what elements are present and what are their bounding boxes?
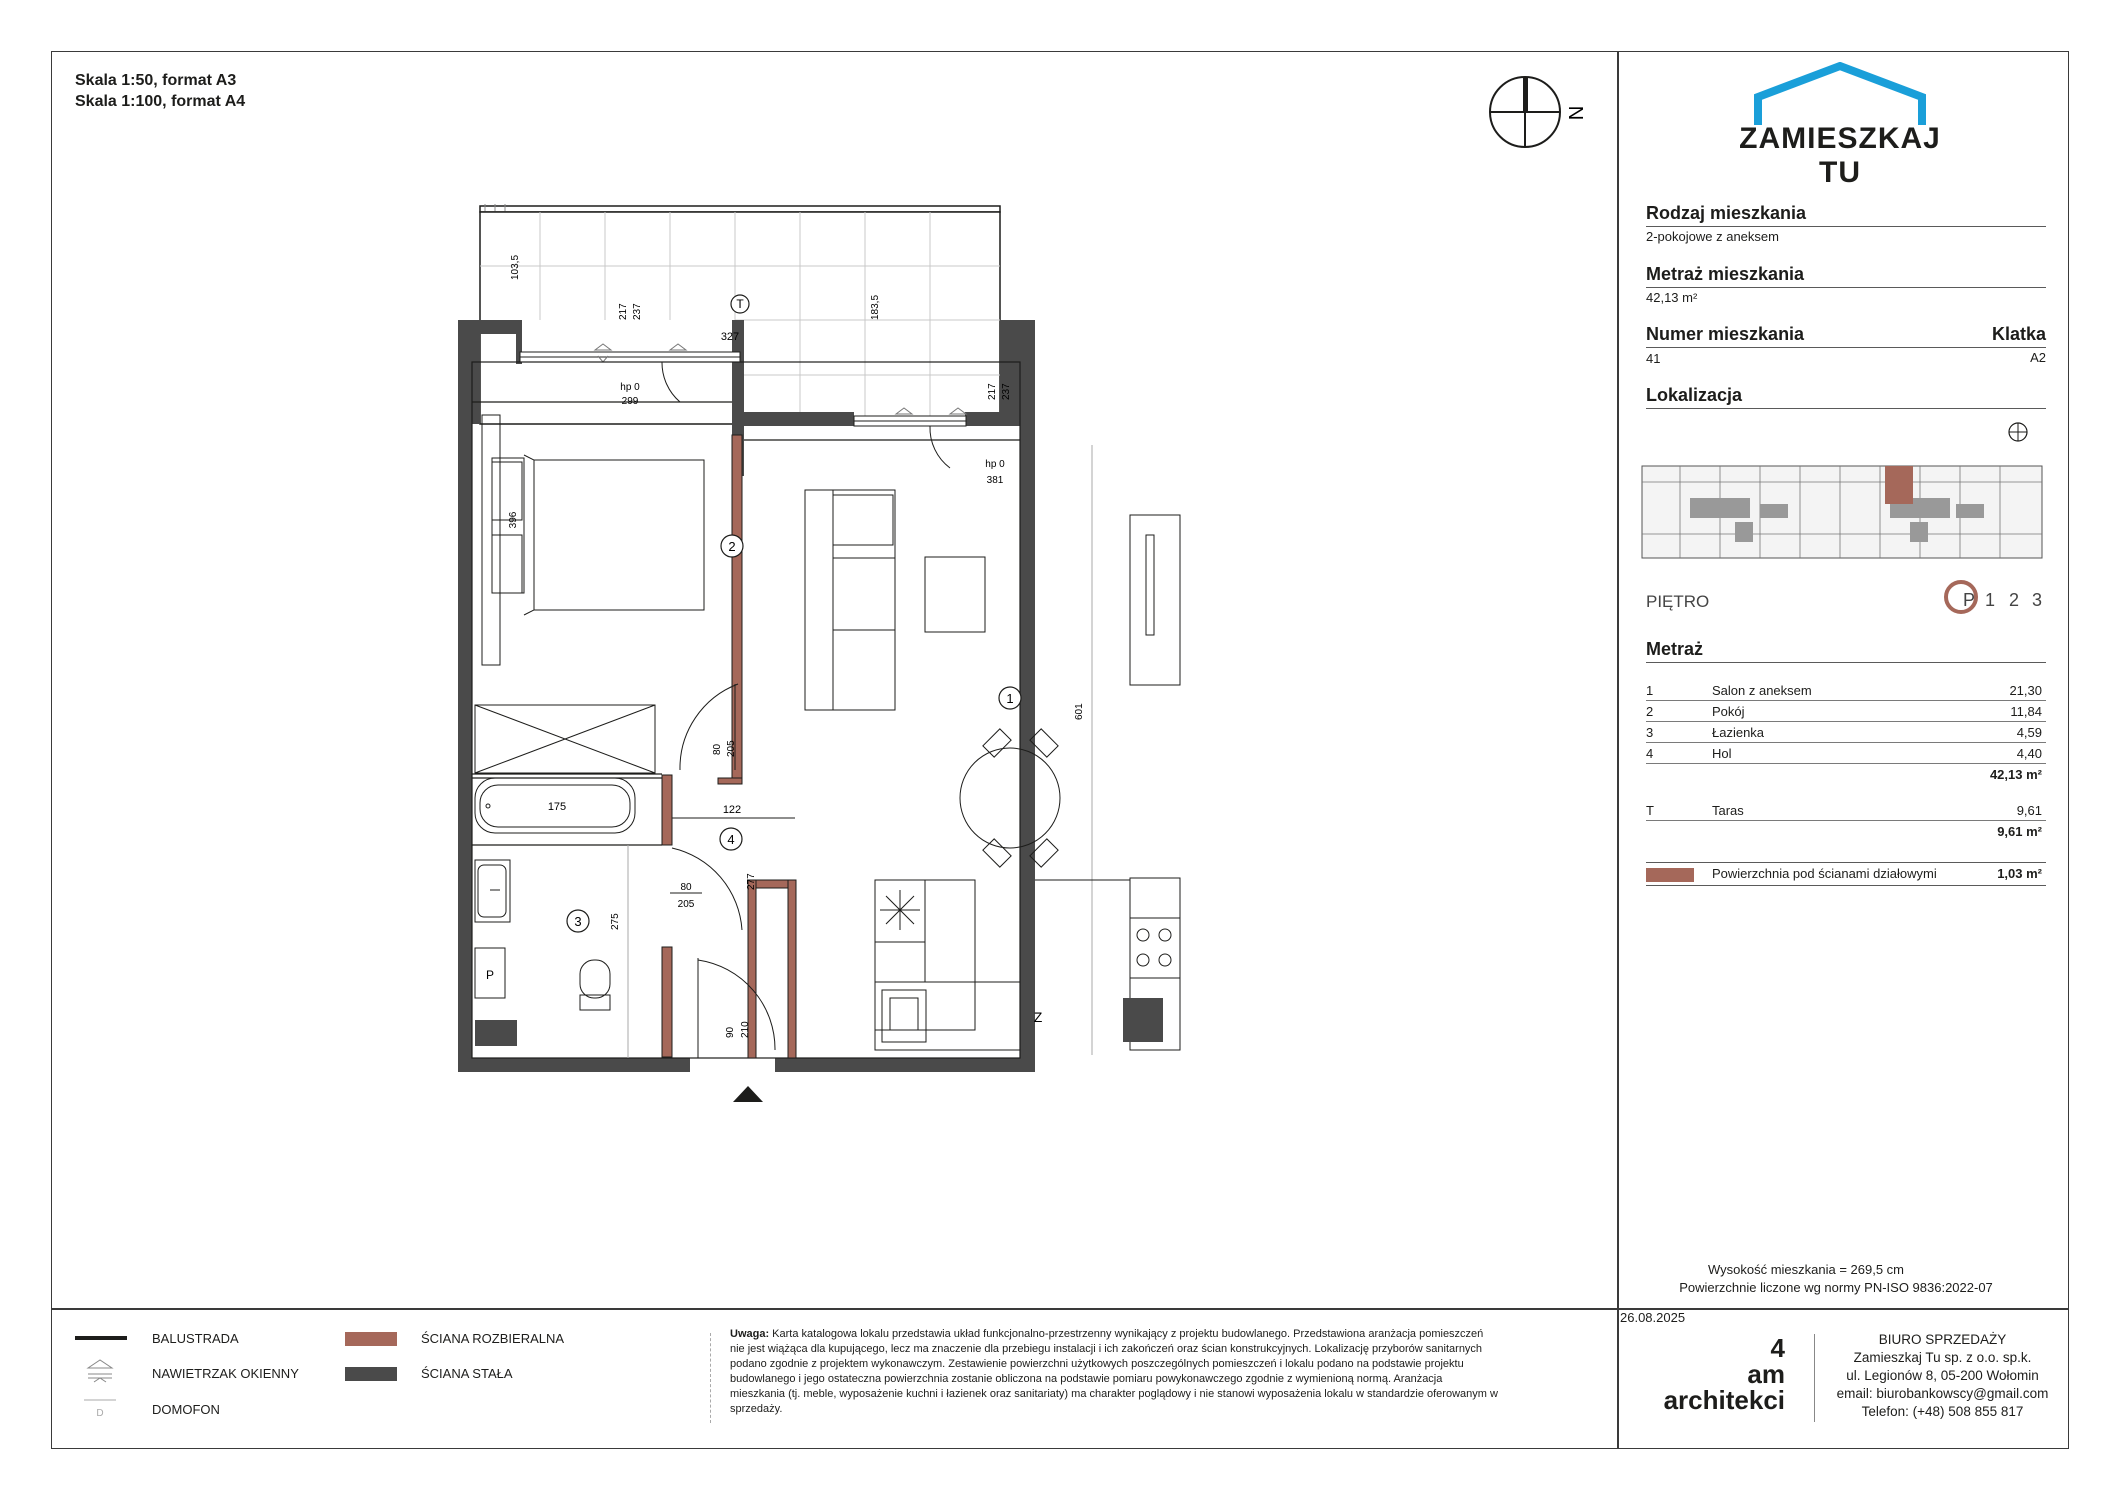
dim-237b: 237 (1001, 383, 1012, 400)
dim-205b: 205 (677, 899, 695, 910)
dim-175: 175 (547, 801, 567, 813)
location-map (1640, 462, 2045, 562)
bed (482, 415, 704, 665)
legend-separator (710, 1333, 712, 1423)
dim-205a: 205 (726, 740, 737, 757)
legend-domofon: DOMOFON (152, 1402, 220, 1417)
north-compass-icon (1480, 70, 1590, 160)
floor-p[interactable]: P (1963, 590, 1976, 610)
shaft-2 (1123, 998, 1163, 1042)
disclaimer: Uwaga: Karta katalogowa lokalu przedstawia układ funkcjonalno-przestrzenny wynikający z projektu budowlanego. Przedstawiona aranżacja pomieszczeń nie jest wiążąca dla kupującego, lecz ma znaczenie dla przebiegu instalacji i ich zakończeń oraz ścian konstrukcyjnych. Lokalizację przyborów sanitarnych podano zgodnie z projektem wykonawczym. Zestawienie powierzchni użytkowych poszczególnych pomieszczeń i lokalu podano na podstawie projektu budowlanego i jego ostateczna powierzchnia zostanie obliczona na podstawie pomiaru powykonawczego zgodnie z wymienioną normą. Aranżacja mieszkania (tj. meble, wyposażenie kuchni i łazienek oraz sanitariaty) ma charakter poglądowy i nie stanowi wyposażenia lokalu w standardzie oferowanym w sprzedaży. (730, 1328, 1498, 1415)
panel-divider (1617, 51, 1619, 1449)
dim-299: 299 (621, 396, 639, 407)
stair-value: A2 (2030, 350, 2046, 365)
coffee-table (925, 557, 985, 632)
stair-label: Klatka (1991, 324, 2046, 344)
room-label-bathroom: 3 (574, 914, 582, 929)
walls-label: Powierzchnia pod ścianami działowymi (1712, 866, 1937, 881)
sofa (805, 490, 895, 710)
dim-103-5: 103,5 (510, 254, 521, 280)
walls-swatch (1646, 868, 1694, 882)
floor-plan (430, 190, 1230, 1150)
room-label-living: 1 (1006, 691, 1014, 706)
dim-90: 90 (725, 1026, 736, 1038)
table-row: 2 Pokój 11,84 (1646, 701, 2046, 722)
dim-217a: 217 (618, 303, 629, 320)
walls-row (1646, 862, 2046, 886)
norm-note: Powierzchnie liczone wg normy PN-ISO 9836:2022-07 (1679, 1280, 1993, 1295)
sales-office: BIURO SPRZEDAŻY Zamieszkaj Tu sp. z o.o. sp.k. ul. Legionów 8, 05-200 Wołomin email: biurobankowscy@gmail.com Telefon: (+48) 508 855 817 (1830, 1331, 2055, 1421)
scale-a4: Skala 1:100, format A4 (75, 93, 246, 110)
type-value: 2-pokojowe z aneksem (1646, 229, 1779, 244)
total-row: 42,13 m² (1989, 767, 2042, 782)
location-label: Lokalizacja (1646, 385, 1743, 405)
architect-divider (1814, 1334, 1815, 1422)
dim-327: 327 (720, 331, 740, 343)
footer-divider (51, 1308, 2069, 1310)
dim-122: 122 (722, 804, 742, 816)
room-label-terrace: T (736, 297, 744, 311)
brand-name: ZAMIESZKAJ TU (1739, 122, 1941, 189)
type-label: Rodzaj mieszkania (1646, 203, 1807, 223)
legend-nawietrzak: NAWIETRZAK OKIENNY (152, 1366, 299, 1381)
north-label: N (1564, 105, 1586, 121)
legend-balustrada: BALUSTRADA (152, 1331, 239, 1346)
dim-277: 277 (746, 873, 757, 890)
toilet (580, 960, 610, 1010)
walls-value: 1,03 m² (1997, 866, 2042, 881)
dim-210: 210 (740, 1021, 751, 1038)
balustrada-swatch (75, 1336, 127, 1340)
room-label-hall: 4 (727, 832, 735, 847)
table-row: 4 Hol 4,40 (1646, 743, 2046, 764)
sciana-stala-swatch (345, 1367, 397, 1381)
structural-walls (458, 320, 1035, 1072)
metraz-label: Metraż (1646, 639, 1704, 659)
number-label: Numer mieszkania (1646, 324, 1805, 344)
vent-icon (80, 1356, 120, 1386)
dim-381: 381 (986, 475, 1004, 486)
dim-601: 601 (1074, 703, 1085, 720)
hp0-a: hp 0 (620, 382, 640, 393)
number-value: 41 (1646, 351, 1661, 366)
dim-80b: 80 (680, 882, 692, 893)
sales-email[interactable]: email: biurobankowscy@gmail.com (1836, 1386, 2049, 1401)
entrance-arrow-icon (733, 1086, 763, 1102)
floor-2[interactable]: 2 (2009, 590, 2020, 610)
interior-outline (472, 362, 1020, 1058)
sciana-rozb-swatch (345, 1332, 397, 1346)
metraz-table (1646, 680, 2046, 784)
table-row: T Taras 9,61 (1646, 800, 2046, 821)
boiler-label: P (485, 968, 495, 982)
apartment-marker (1885, 466, 1913, 504)
dim-237a: 237 (632, 303, 643, 320)
table-row: 1 Salon z aneksem 21,30 (1646, 680, 2046, 701)
height-note: Wysokość mieszkania = 269,5 cm (1707, 1262, 1905, 1277)
fridge-label: Z (1033, 1009, 1043, 1025)
svg-text:D: D (96, 1408, 104, 1419)
dining-table (960, 729, 1060, 867)
terrace-total-row: 9,61 m² (1997, 824, 2042, 839)
intercom-icon (80, 1394, 120, 1420)
sales-phone[interactable]: Telefon: (+48) 508 855 817 (1861, 1404, 2024, 1419)
area-value: 42,13 m² (1646, 290, 1698, 305)
terrace-table (1646, 800, 2046, 841)
room-label-bedroom: 2 (728, 539, 736, 554)
wardrobe (475, 705, 655, 773)
shaft (475, 1020, 517, 1046)
floor-3[interactable]: 3 (2032, 590, 2043, 610)
dim-275: 275 (610, 913, 621, 930)
architect-logo: 4 am architekci (1663, 1333, 1785, 1415)
table-row: 3 Łazienka 4,59 (1646, 722, 2046, 743)
date: 26.08.2025 (1620, 1310, 1686, 1325)
dim-80a: 80 (712, 743, 723, 755)
small-compass-icon (2006, 418, 2036, 448)
floor-1[interactable]: 1 (1985, 590, 1996, 610)
sink (475, 860, 510, 922)
living-window (854, 408, 966, 468)
hp0-b: hp 0 (985, 459, 1005, 470)
legend-sciana-rozb: ŚCIANA ROZBIERALNA (421, 1331, 565, 1346)
scale-a3: Skala 1:50, format A3 (75, 72, 237, 89)
dim-217b: 217 (987, 383, 998, 400)
legend-sciana-stala: ŚCIANA STAŁA (421, 1366, 513, 1381)
dim-396: 396 (508, 511, 519, 529)
floor-label: PIĘTRO (1646, 592, 1710, 611)
area-label: Metraż mieszkania (1646, 264, 1805, 284)
dim-183-5: 183,5 (870, 294, 881, 320)
